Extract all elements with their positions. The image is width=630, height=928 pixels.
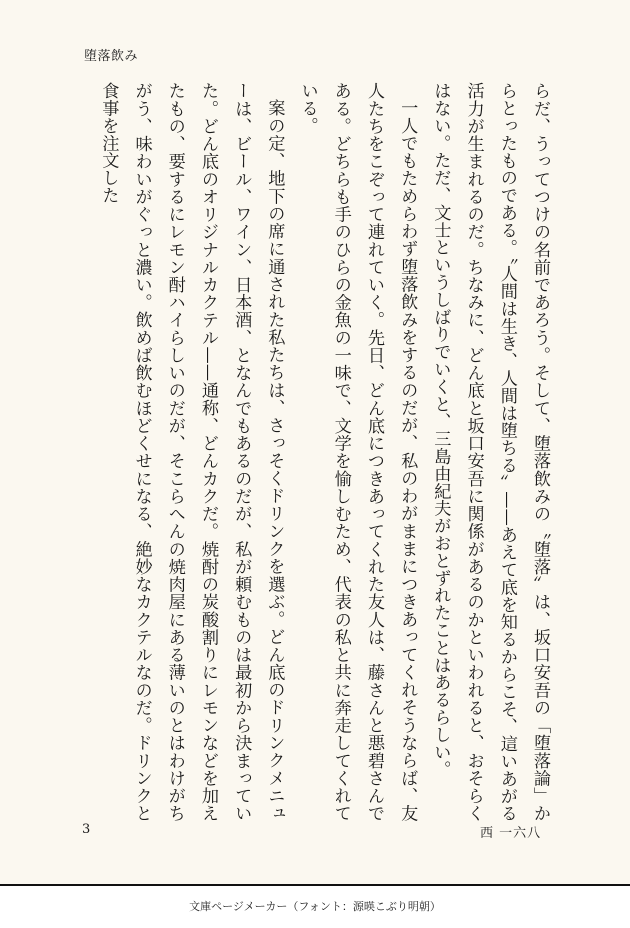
- page-number: 3: [82, 822, 91, 837]
- chapter-marker: 西 一六八: [480, 826, 542, 841]
- body-text: [76, 82, 556, 822]
- paragraph: 一人でもためらわず堕落飲みをするのだが、私のわがままにつきあってくれそうならば、友人たちをこぞって連れていく。先日、どん底につきあってくれた友人は、藤さんと悪碧さんである。どちらも手のひらの金魚の一味で、文学を愉しむため、代表の私と共に奔走してくれている。: [297, 82, 418, 822]
- paragraph: らだ、うってつけの名前であろう。そして、堕落飲みの〝堕落〟は、坂口安吾の「堕落論」からとったものである。〝人間は生き、人間は堕ちる〟——あえて底を知るからこそ、這いあがる活力が生まれるのだ。ちなみに、どん底と坂口安吾に関係があるのかといわれると、おそらくはない。ただ、文士というしばりでいくと、三島由紀夫がおとずれたことはあるらしい。: [430, 82, 550, 822]
- footer-credit: 文庫ページメーカー（フォント：源暎こぶり明朝）: [189, 900, 441, 913]
- running-title: 堕落飲み: [84, 49, 139, 64]
- paragraph: 案の定、地下の席に通された私たちは、さっそくドリンクを選ぶ。どん底のドリンクメニューは、ビール、ワイン、日本酒、となんでもあるのだが、私が頼むものは最初から決まっていた。どん底のオリジナルカクテル——通称、どんカクだ。焼酎の炭酸割りにレモンなどを加えたもの、要するにレモン酎ハイらしいのだが、そこらへんの焼肉屋にある薄いのとはわけがちがう、味わいがぐっと濃い。飲めば飲むほどくせになる、絶妙なカクテルなのだ。ドリンクと食事を注文した: [98, 82, 285, 822]
